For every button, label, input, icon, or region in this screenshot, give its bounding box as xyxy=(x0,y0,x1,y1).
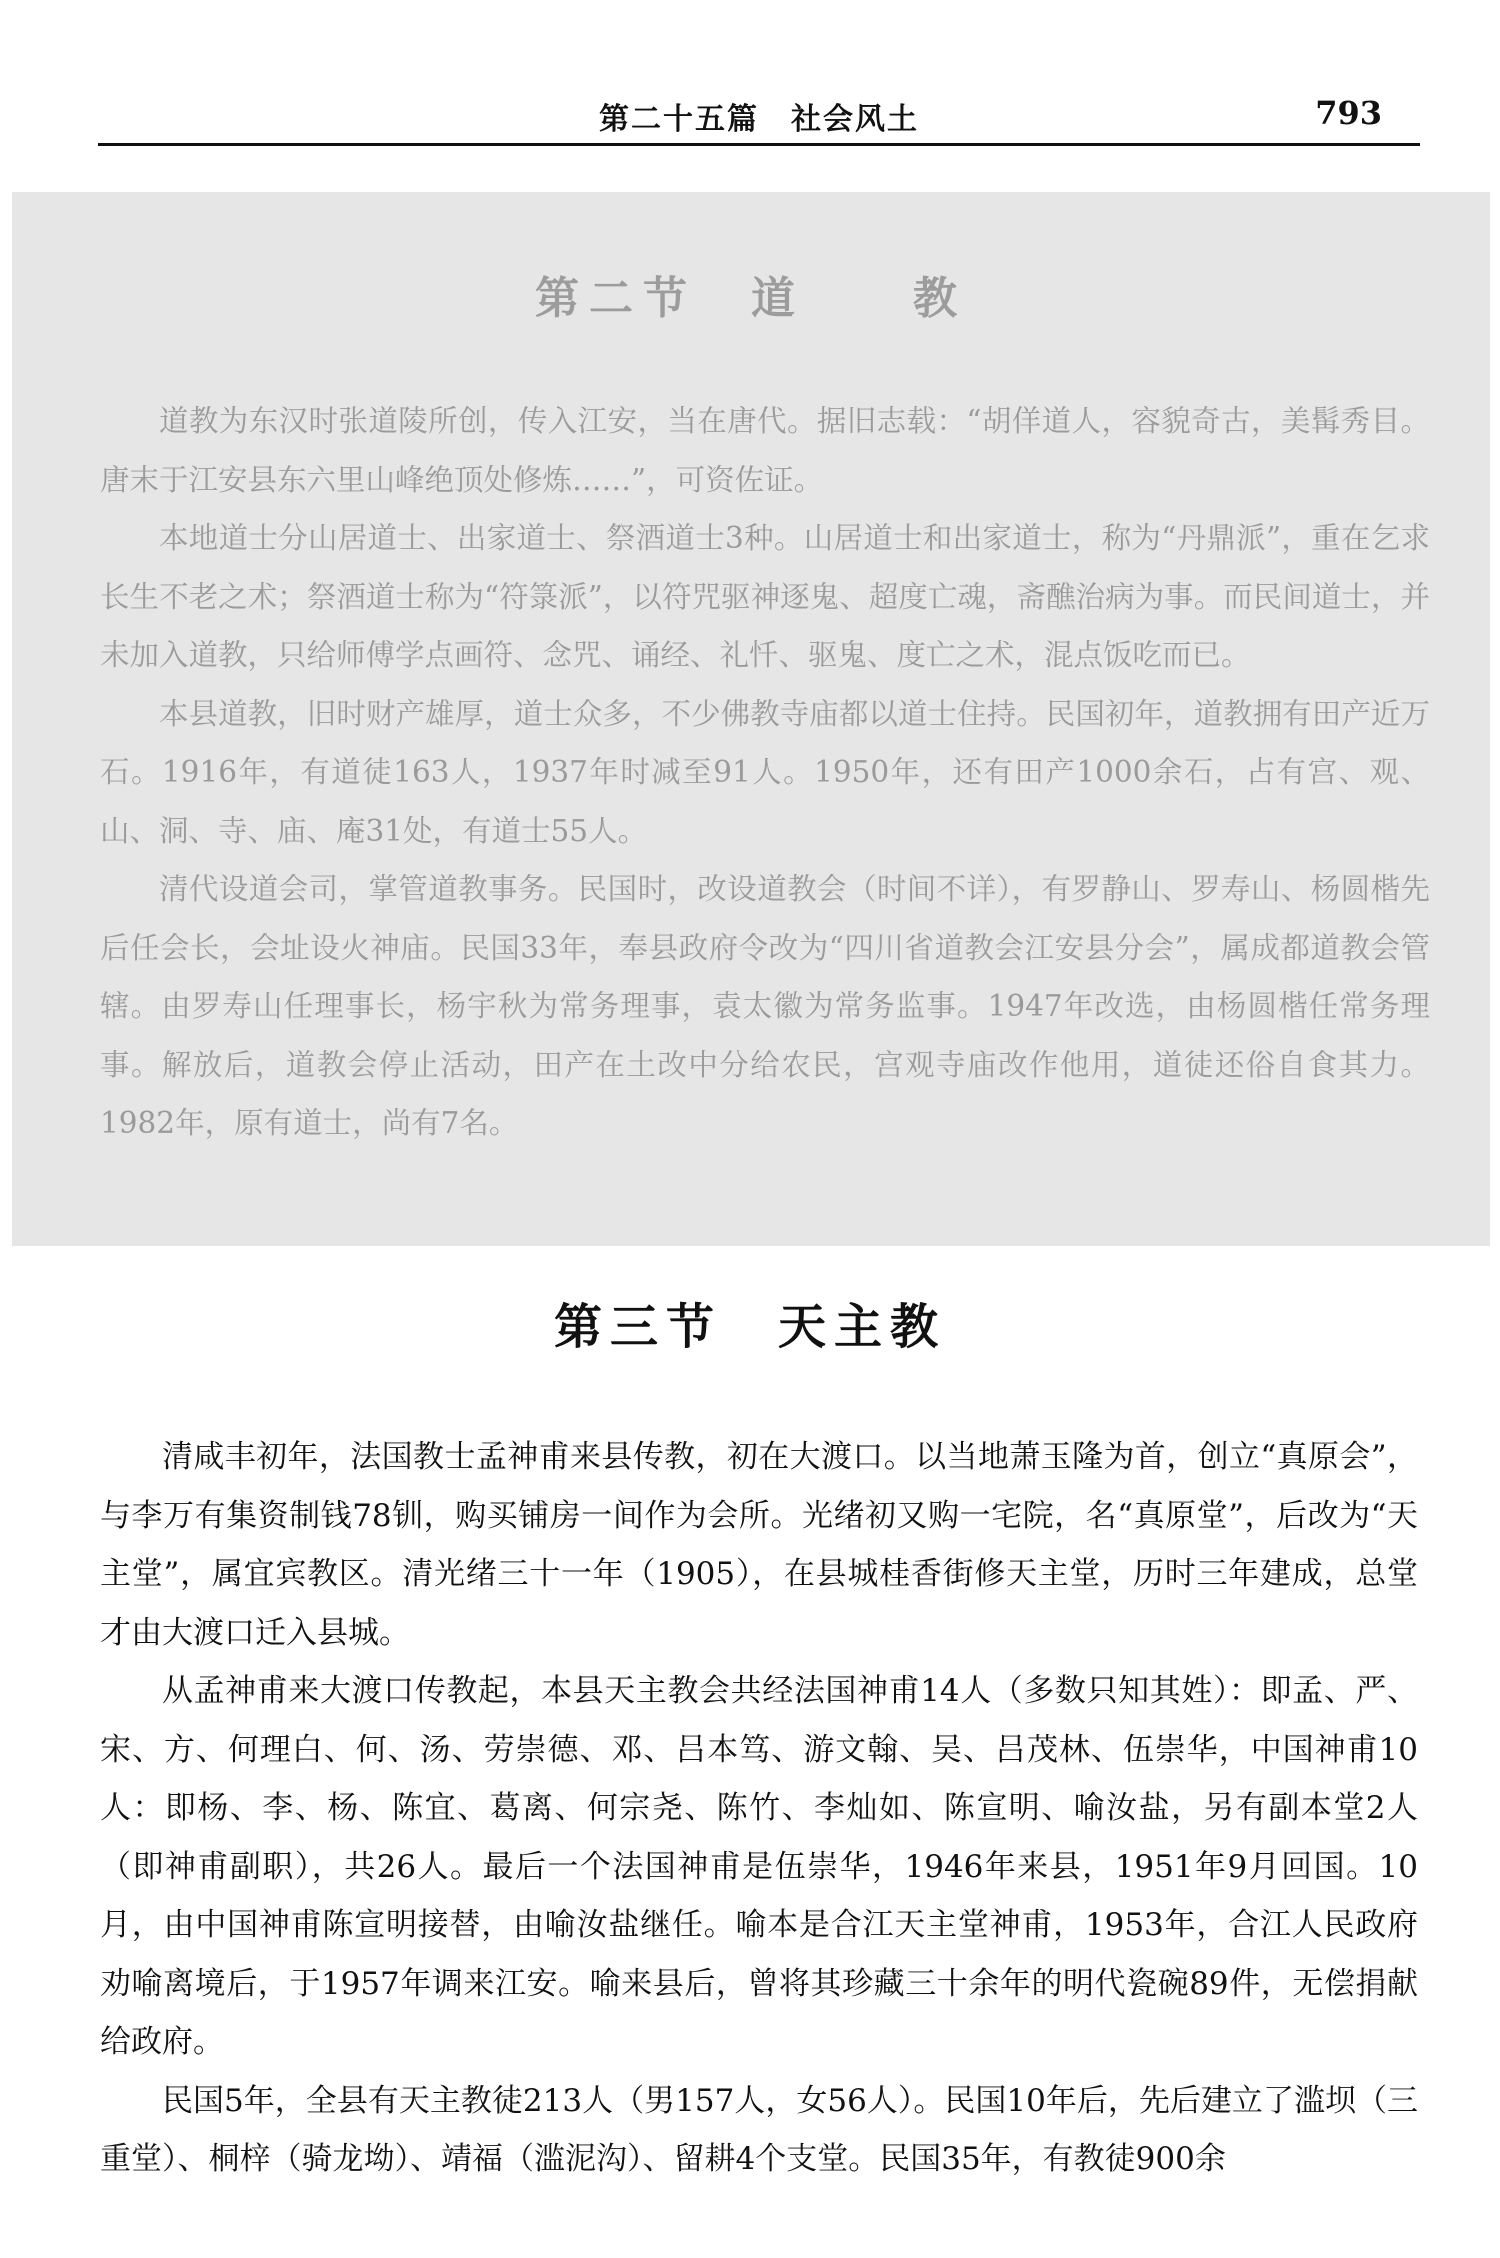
page-number: 793 xyxy=(1315,94,1382,132)
running-title: 第二十五篇 社会风土 xyxy=(599,102,919,137)
paragraph: 本县道教，旧时财产雄厚，道士众多，不少佛教寺庙都以道士住持。民国初年，道教拥有田产近万石。1916年，有道徒163人，1937年时减至91人。1950年，还有田产1000余石，占有宫、观、山、洞、寺、庙、庵31处，有道士55人。 xyxy=(100,696,1430,848)
paragraph: 本地道士分山居道士、出家道士、祭酒道士3种。山居道士和出家道士，称为“丹鼎派”，重在乞求长生不老之术；祭酒道士称为“符箓派”，以符咒驱神逐鬼、超度亡魂，斋醮治病为事。而民间道士，并未加入道教，只给师傅学点画符、念咒、诵经、礼忏、驱鬼、度亡之术，混点饭吃而已。 xyxy=(100,521,1430,672)
header-rule xyxy=(98,143,1420,146)
section-body-catholic xyxy=(100,1428,1418,2189)
faded-section-daoism xyxy=(12,192,1490,1246)
paragraph: 道教为东汉时张道陵所创，传入江安，当在唐代。据旧志载：“胡佯道人，容貌奇古，美髯秀目。唐末于江安县东六里山峰绝顶处修炼……”，可资佐证。 xyxy=(100,404,1430,497)
section-body-daoism xyxy=(100,392,1430,1153)
section-heading-catholic: 第三节 天主教 xyxy=(553,1299,946,1355)
paragraph: 民国5年，全县有天主教徒213人（男157人，女56人）。民国10年后，先后建立了滥坝（三重堂）、桐梓（骑龙坳）、靖福（滥泥沟）、留耕4个支堂。民国35年，有教徒900余 xyxy=(100,2082,1418,2177)
section-heading-daoism: 第二节 道 教 xyxy=(535,273,967,324)
page-header xyxy=(98,86,1420,146)
paragraph: 清代设道会司，掌管道教事务。民国时，改设道教会（时间不详），有罗静山、罗寿山、杨圆楷先后任会长，会址设火神庙。民国33年，奉县政府令改为“四川省道教会江安县分会”，属成都道教会管辖。由罗寿山任理事长，杨宇秋为常务理事，袁太徽为常务监事。1947年改选，由杨圆楷任常务理事。解放后，道教会停止活动，田产在土改中分给农民，宫观寺庙改作他用，道徒还俗自食其力。1982年，原有道士，尚有7名。 xyxy=(100,872,1430,1140)
paragraph: 清咸丰初年，法国教士孟神甫来县传教，初在大渡口。以当地萧玉隆为首，创立“真原会”，与李万有集资制钱78钏，购买铺房一间作为会所。光绪初又购一宅院，名“真原堂”，后改为“天主堂”，属宜宾教区。清光绪三十一年（1905），在县城桂香街修天主堂，历时三年建成，总堂才由大渡口迁入县城。 xyxy=(100,1439,1418,1651)
paragraph: 从孟神甫来大渡口传教起，本县天主教会共经法国神甫14人（多数只知其姓）：即孟、严、宋、方、何理白、何、汤、劳崇德、邓、吕本笃、游文翰、吴、吕茂林、伍崇华，中国神甫10人：即杨、李、杨、陈宜、葛离、何宗尧、陈竹、李灿如、陈宣明、喻汝盐，另有副本堂2人（即神甫副职），共26人。最后一个法国神甫是伍崇华，1946年来县，1951年9月回国。10月，由中国神甫陈宣明接替，由喻汝盐继任。喻本是合江天主堂神甫，1953年，合江人民政府劝喻离境后，于1957年调来江安。喻来县后，曾将其珍藏三十余年的明代瓷碗89件，无偿捐献给政府。 xyxy=(100,1673,1418,2060)
